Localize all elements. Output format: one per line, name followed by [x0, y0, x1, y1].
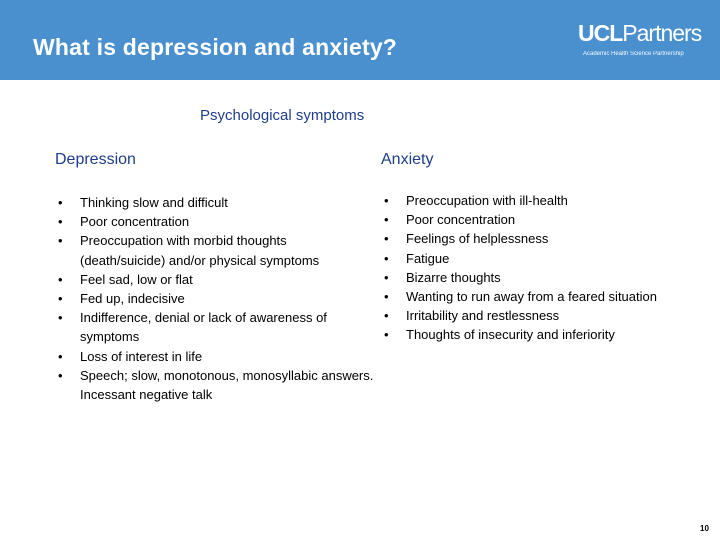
- slide-title: What is depression and anxiety?: [33, 34, 398, 60]
- list-item-text: Poor concentration: [80, 214, 190, 230]
- list-item-text: Fed up, indecisive: [80, 291, 185, 307]
- section-subtitle: Psychological symptoms: [200, 107, 365, 124]
- list-item: [55, 289, 375, 308]
- logo-tagline: Academic Health Science Partnership: [583, 51, 684, 57]
- bullet-icon: •: [384, 308, 389, 324]
- list-item: [381, 306, 681, 325]
- list-item-text: Poor concentration: [406, 212, 516, 228]
- bullet-icon: •: [384, 231, 389, 247]
- list-item-text: Fatigue: [406, 250, 450, 266]
- bullet-icon: •: [58, 348, 63, 364]
- list-item: [381, 249, 681, 268]
- depression-heading: Depression: [55, 151, 136, 168]
- list-item-text: Thinking slow and difficult: [80, 195, 228, 210]
- list-item: [55, 270, 375, 289]
- bullet-icon: •: [384, 289, 389, 305]
- bullet-icon: •: [58, 233, 63, 249]
- list-item-text: Indifference, denial or lack of awareness of symptoms: [80, 310, 327, 345]
- anxiety-symptom-list: [381, 191, 681, 345]
- list-item: [55, 366, 375, 404]
- list-item: [55, 193, 375, 212]
- list-item-text: Thoughts of insecurity and inferiority: [406, 327, 615, 343]
- bullet-icon: •: [58, 367, 63, 383]
- bullet-icon: •: [58, 271, 63, 287]
- list-item: [381, 191, 681, 210]
- list-item: [381, 325, 681, 344]
- bullet-icon: •: [58, 214, 63, 230]
- list-item-text: Bizarre thoughts: [406, 269, 501, 285]
- list-item: [55, 308, 375, 346]
- bullet-icon: •: [58, 310, 63, 326]
- bullet-icon: •: [384, 327, 389, 343]
- list-item: [55, 347, 375, 366]
- list-item-text: Irritability and restlessness: [406, 308, 560, 324]
- page-number: 10: [700, 524, 709, 533]
- bullet-icon: •: [58, 195, 63, 210]
- logo-ucl-text: UCL: [578, 20, 623, 46]
- list-item-text: Feel sad, low or flat: [80, 271, 193, 287]
- list-item: [381, 268, 681, 287]
- depression-symptom-list: [55, 193, 375, 404]
- list-item: [381, 287, 681, 306]
- bullet-icon: •: [384, 212, 389, 228]
- header-bar: [0, 0, 720, 80]
- bullet-icon: •: [384, 269, 389, 285]
- list-item-text: Preoccupation with ill-health: [406, 193, 568, 208]
- list-item-text: Preoccupation with morbid thoughts (death/suicide) and/or physical symptoms: [80, 233, 320, 268]
- list-item: [381, 210, 681, 229]
- logo-wordmark: [578, 20, 701, 46]
- anxiety-heading: Anxiety: [381, 151, 434, 168]
- list-item: [55, 231, 375, 269]
- bullet-icon: •: [384, 193, 389, 208]
- bullet-icon: •: [58, 291, 63, 307]
- logo-partners-text: Partners: [622, 20, 702, 46]
- list-item-text: Loss of interest in life: [80, 348, 203, 364]
- list-item-text: Feelings of helplessness: [406, 231, 549, 247]
- list-item: [381, 229, 681, 248]
- bullet-icon: •: [384, 250, 389, 266]
- list-item-text: Speech; slow, monotonous, monosyllabic answers. Incessant negative talk: [80, 367, 374, 403]
- list-item-text: Wanting to run away from a feared situation: [406, 289, 657, 305]
- uclpartners-logo: [578, 20, 702, 62]
- list-item: [55, 212, 375, 231]
